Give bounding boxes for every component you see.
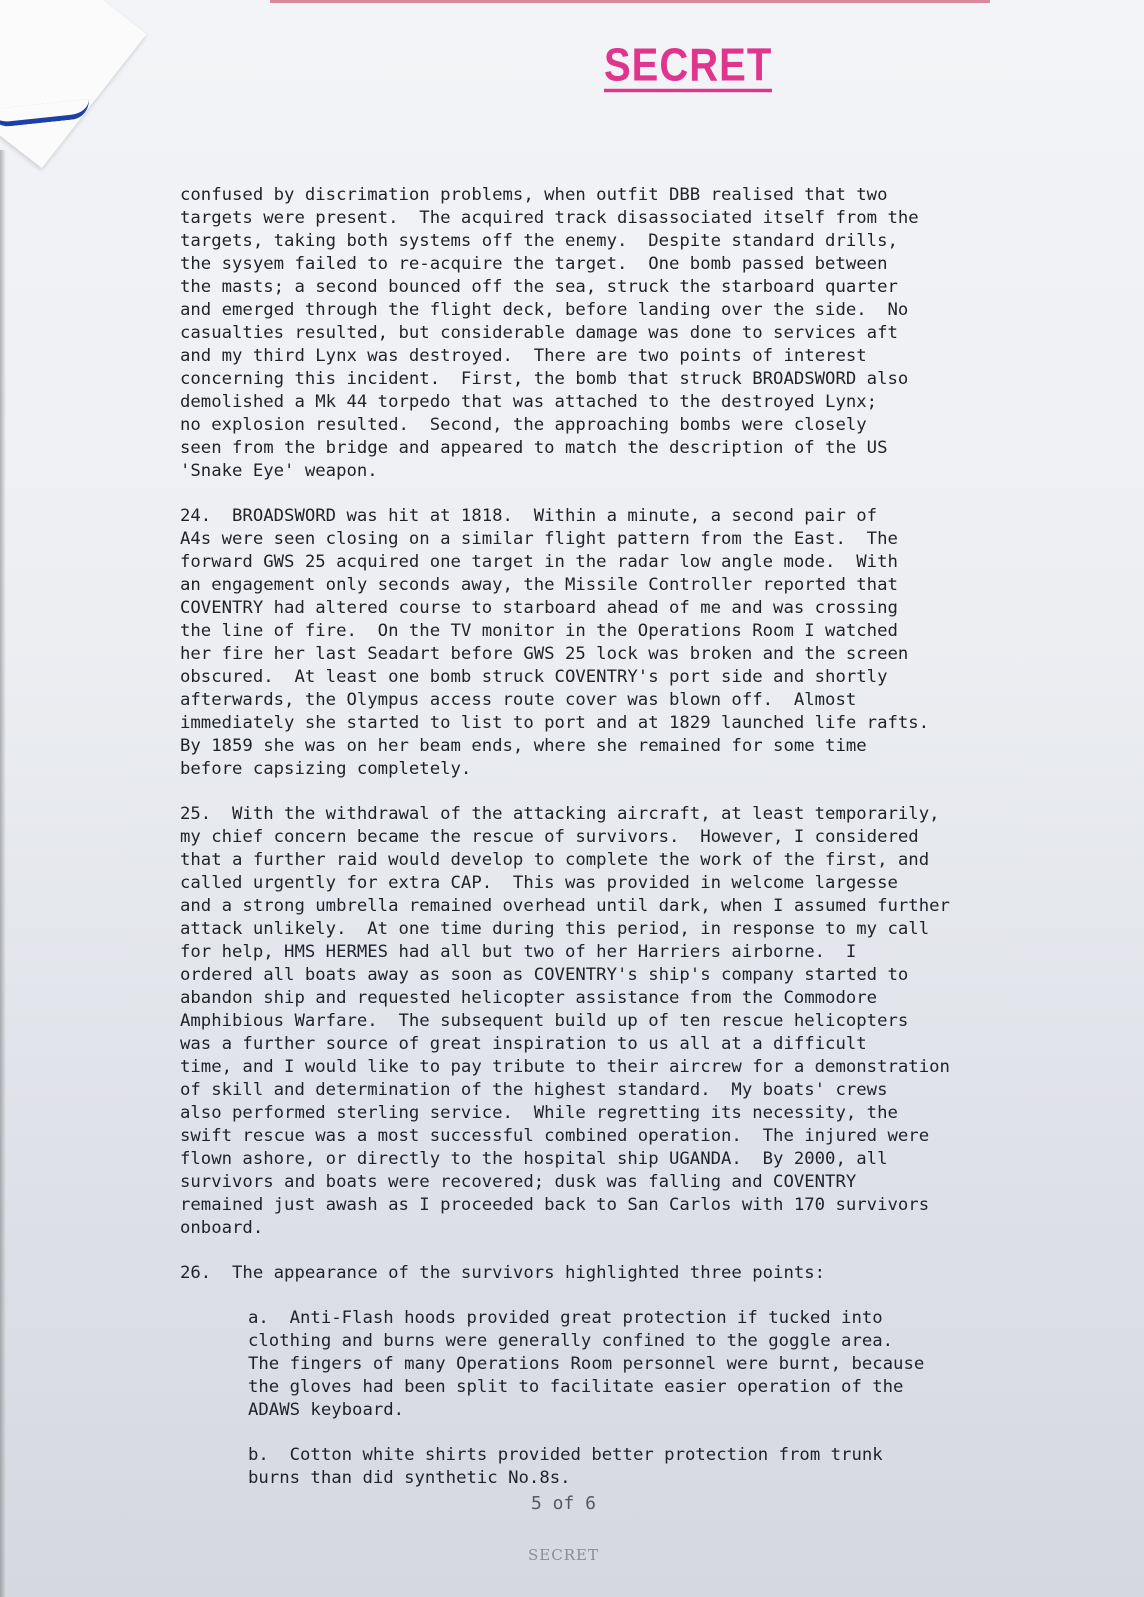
treasury-tag	[0, 0, 146, 168]
text-line: her fire her last Seadart before GWS 25 lock was broken and the screen	[180, 644, 909, 664]
text-line: Amphibious Warfare. The subsequent build up of ten rescue helicopters	[180, 1011, 909, 1031]
text-line: 'Snake Eye' weapon.	[180, 461, 378, 481]
text-line: the gloves had been split to facilitate easier operation of the	[248, 1377, 904, 1397]
text-line: survivors and boats were recovered; dusk was falling and COVENTRY	[180, 1172, 857, 1192]
text-line: abandon ship and requested helicopter assistance from the Commodore	[180, 988, 878, 1008]
text-line: swift rescue was a most successful combined operation. The injured were	[180, 1126, 930, 1146]
subparagraph-b	[180, 1444, 1030, 1490]
document-body	[180, 184, 1030, 1512]
text-line: the masts; a second bounced off the sea, struck the starboard quarter	[180, 277, 898, 297]
text-line: By 1859 she was on her beam ends, where she remained for some time	[180, 736, 867, 756]
text-line: and emerged through the flight deck, before landing over the side. No	[180, 300, 909, 320]
text-line: my chief concern became the rescue of survivors. However, I considered	[180, 827, 919, 847]
text-line: for help, HMS HERMES had all but two of her Harriers airborne. I	[180, 942, 857, 962]
text-line: 25. With the withdrawal of the attacking aircraft, at least temporarily,	[180, 804, 940, 824]
text-line: concerning this incident. First, the bomb that struck BROADSWORD also	[180, 369, 909, 389]
classification-stamp-top: SECRET	[604, 40, 773, 92]
text-line: seen from the bridge and appeared to match the description of the US	[180, 438, 888, 458]
text-line: remained just awash as I proceeded back to San Carlos with 170 survivors	[180, 1195, 930, 1215]
text-line: no explosion resulted. Second, the approaching bombs were closely	[180, 415, 867, 435]
text-line: onboard.	[180, 1218, 264, 1238]
paragraph-24	[180, 505, 1030, 781]
paragraph-26	[180, 1262, 1030, 1285]
text-line: attack unlikely. At one time during this period, in response to my call	[180, 919, 930, 939]
text-line: an engagement only seconds away, the Missile Controller reported that	[180, 575, 898, 595]
text-line: 24. BROADSWORD was hit at 1818. Within a minute, a second pair of	[180, 506, 878, 526]
text-line: the sysyem failed to re-acquire the target. One bomb passed between	[180, 254, 888, 274]
text-line: confused by discrimation problems, when outfit DBB realised that two	[180, 185, 888, 205]
top-edge-mark	[270, 0, 990, 3]
binding-shadow	[0, 150, 6, 1597]
text-line: 26. The appearance of the survivors highlighted three points:	[180, 1263, 826, 1283]
paragraph-25	[180, 803, 1030, 1240]
paragraph-continuation	[180, 184, 1030, 483]
text-line: b. Cotton white shirts provided better protection from trunk	[248, 1445, 883, 1465]
text-line: forward GWS 25 acquired one target in the radar low angle mode. With	[180, 552, 898, 572]
subparagraph-a	[180, 1307, 1030, 1422]
text-line: clothing and burns were generally confined to the goggle area.	[248, 1331, 894, 1351]
text-line: and my third Lynx was destroyed. There are two points of interest	[180, 346, 867, 366]
text-line: a. Anti-Flash hoods provided great protection if tucked into	[248, 1308, 883, 1328]
text-line: called urgently for extra CAP. This was provided in welcome largesse	[180, 873, 898, 893]
text-line: demolished a Mk 44 torpedo that was attached to the destroyed Lynx;	[180, 392, 878, 412]
text-line: before capsizing completely.	[180, 759, 472, 779]
text-line: also performed sterling service. While regretting its necessity, the	[180, 1103, 898, 1123]
text-line: targets were present. The acquired track disassociated itself from the	[180, 208, 919, 228]
text-line: that a further raid would develop to complete the work of the first, and	[180, 850, 930, 870]
text-line: afterwards, the Olympus access route cover was blown off. Almost	[180, 690, 857, 710]
text-line: obscured. At least one bomb struck COVENTRY's port side and shortly	[180, 667, 888, 687]
text-line: of skill and determination of the highest standard. My boats' crews	[180, 1080, 888, 1100]
text-line: was a further source of great inspiration to us all at a difficult	[180, 1034, 867, 1054]
text-line: The fingers of many Operations Room personnel were burnt, because	[248, 1354, 925, 1374]
text-line: and a strong umbrella remained overhead until dark, when I assumed further	[180, 896, 950, 916]
classification-stamp-bottom: SECRET	[528, 1546, 599, 1564]
text-line: ADAWS keyboard.	[248, 1400, 405, 1420]
text-line: immediately she started to list to port and at 1829 launched life rafts.	[180, 713, 930, 733]
text-line: ordered all boats away as soon as COVENTRY's ship's company started to	[180, 965, 909, 985]
text-line: time, and I would like to pay tribute to their aircrew for a demonstration	[180, 1057, 950, 1077]
text-line: the line of fire. On the TV monitor in the Operations Room I watched	[180, 621, 898, 641]
page-number: 5 of 6	[531, 1493, 597, 1514]
text-line: flown ashore, or directly to the hospital ship UGANDA. By 2000, all	[180, 1149, 888, 1169]
text-line: targets, taking both systems off the enemy. Despite standard drills,	[180, 231, 898, 251]
text-line: burns than did synthetic No.8s.	[248, 1468, 571, 1488]
text-line: A4s were seen closing on a similar flight pattern from the East. The	[180, 529, 898, 549]
text-line: casualties resulted, but considerable damage was done to services aft	[180, 323, 898, 343]
text-line: COVENTRY had altered course to starboard ahead of me and was crossing	[180, 598, 898, 618]
